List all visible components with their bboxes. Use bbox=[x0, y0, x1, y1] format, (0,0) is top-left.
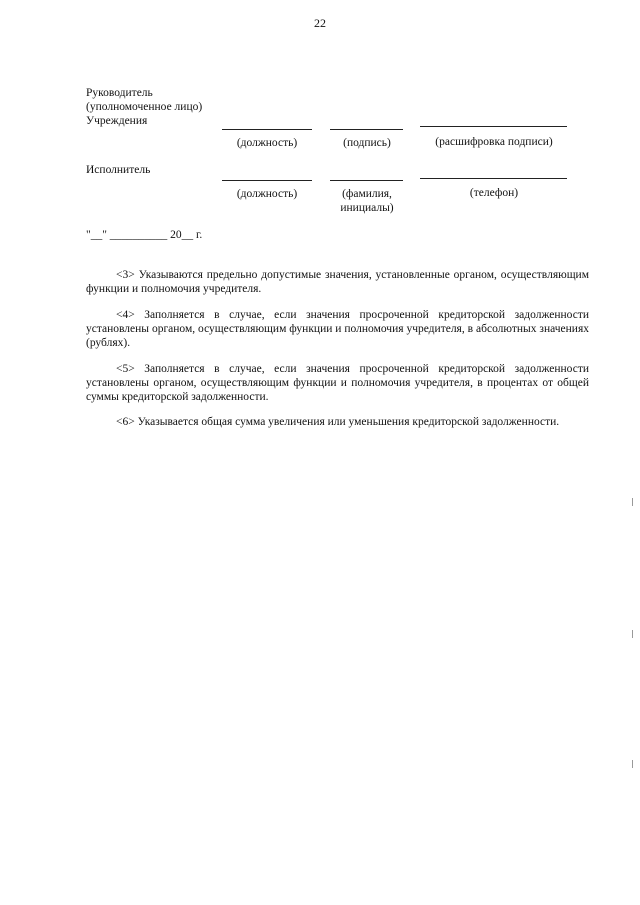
head-label-line-2: (уполномоченное лицо) bbox=[86, 101, 203, 113]
note-4: <4> Заполняется в случае, если значения просроченной кредиторской задолженности установлены органом, осуществляющим функции и полномочия учредителя, в абсолютных значениях (рублях). bbox=[86, 309, 589, 349]
executor-phone-line[interactable] bbox=[420, 178, 567, 179]
head-signature-line[interactable] bbox=[330, 129, 403, 130]
head-decoding-caption: (расшифровка подписи) bbox=[435, 136, 553, 148]
executor-position-line[interactable] bbox=[222, 180, 312, 181]
head-position-caption: (должность) bbox=[236, 137, 298, 149]
date-line: "__" __________ 20__ г. bbox=[86, 229, 203, 241]
head-position-line[interactable] bbox=[222, 129, 312, 130]
scan-speck bbox=[632, 630, 633, 638]
scan-speck bbox=[632, 760, 633, 768]
executor-name-caption-line-2: инициалы) bbox=[340, 202, 394, 214]
head-signature-caption: (подпись) bbox=[343, 137, 391, 149]
scan-speck bbox=[632, 498, 633, 506]
executor-name-line[interactable] bbox=[330, 180, 403, 181]
executor-label: Исполнитель bbox=[86, 164, 151, 176]
executor-name-caption-line-1: (фамилия, bbox=[342, 188, 392, 200]
executor-phone-caption: (телефон) bbox=[469, 187, 519, 199]
head-label-line-3: Учреждения bbox=[86, 115, 148, 127]
head-decoding-line[interactable] bbox=[420, 126, 567, 127]
head-label-line-1: Руководитель bbox=[86, 87, 153, 99]
page-number: 22 bbox=[314, 16, 326, 30]
note-6: <6> Указывается общая сумма увеличения или уменьшения кредиторской задолженности. bbox=[116, 416, 560, 428]
note-3: <3> Указываются предельно допустимые значения, установленные органом, осуществляющим функции и полномочия учредителя. bbox=[86, 269, 589, 295]
note-5: <5> Заполняется в случае, если значения просроченной кредиторской задолженности установлены органом, осуществляющим функции и полномочия учредителя, в процентах от общей суммы кредиторской задолженности. bbox=[86, 363, 589, 403]
executor-position-caption: (должность) bbox=[236, 188, 298, 200]
